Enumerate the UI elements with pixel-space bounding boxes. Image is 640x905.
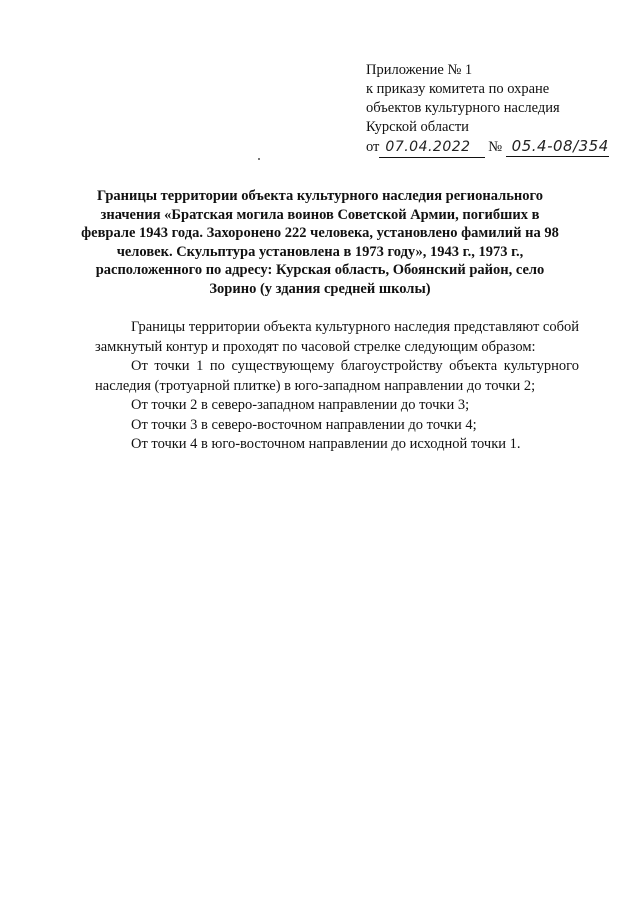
body-paragraph-intro: Границы территории объекта культурного наследия представляют собой замкнутый контур и проходят по часовой стрелке следующим образом: [95,319,579,355]
document-body [95,318,579,455]
handwritten-number: 05.4-08/354 [506,137,609,157]
document-title: Границы территории объекта культурного наследия регионального значения «Братская могила воинов Советской Армии, погибших в феврале 1943 года. Захоронено 222 человека, установлено фамилий на 98 человек. Скульптура установлена в 1973 году», 1943 г., 1973 г., расположенного по адресу: Курская область, Обоянский район, село Зорино (у здания средней школы) [81,188,559,297]
body-paragraph-point-1: От точки 1 по существующему благоустройству объекта культурного наследия (тротуарной плитке) в юго-западном направлении до точки 2; [95,358,579,394]
number-prefix: № [488,139,503,155]
body-paragraph-point-3: От точки 3 в северо-восточном направлении до точки 4; [131,416,477,433]
order-date-number-line [366,137,616,158]
handwritten-date: 07.04.2022 [379,138,484,158]
appendix-line-4: Курской области [366,119,469,135]
body-paragraph-point-4: От точки 4 в юго-восточном направлении до исходной точки 1. [131,436,521,452]
appendix-line-3: объектов культурного наследия [366,100,560,116]
body-paragraph-point-2: От точки 2 в северо-западном направлении до точки 3; [131,397,470,413]
appendix-line-2: к приказу комитета по охране [366,81,550,97]
appendix-header [366,61,616,158]
appendix-line-1: Приложение № 1 [366,62,473,78]
date-prefix: от [366,139,380,155]
scan-speck [258,158,260,160]
